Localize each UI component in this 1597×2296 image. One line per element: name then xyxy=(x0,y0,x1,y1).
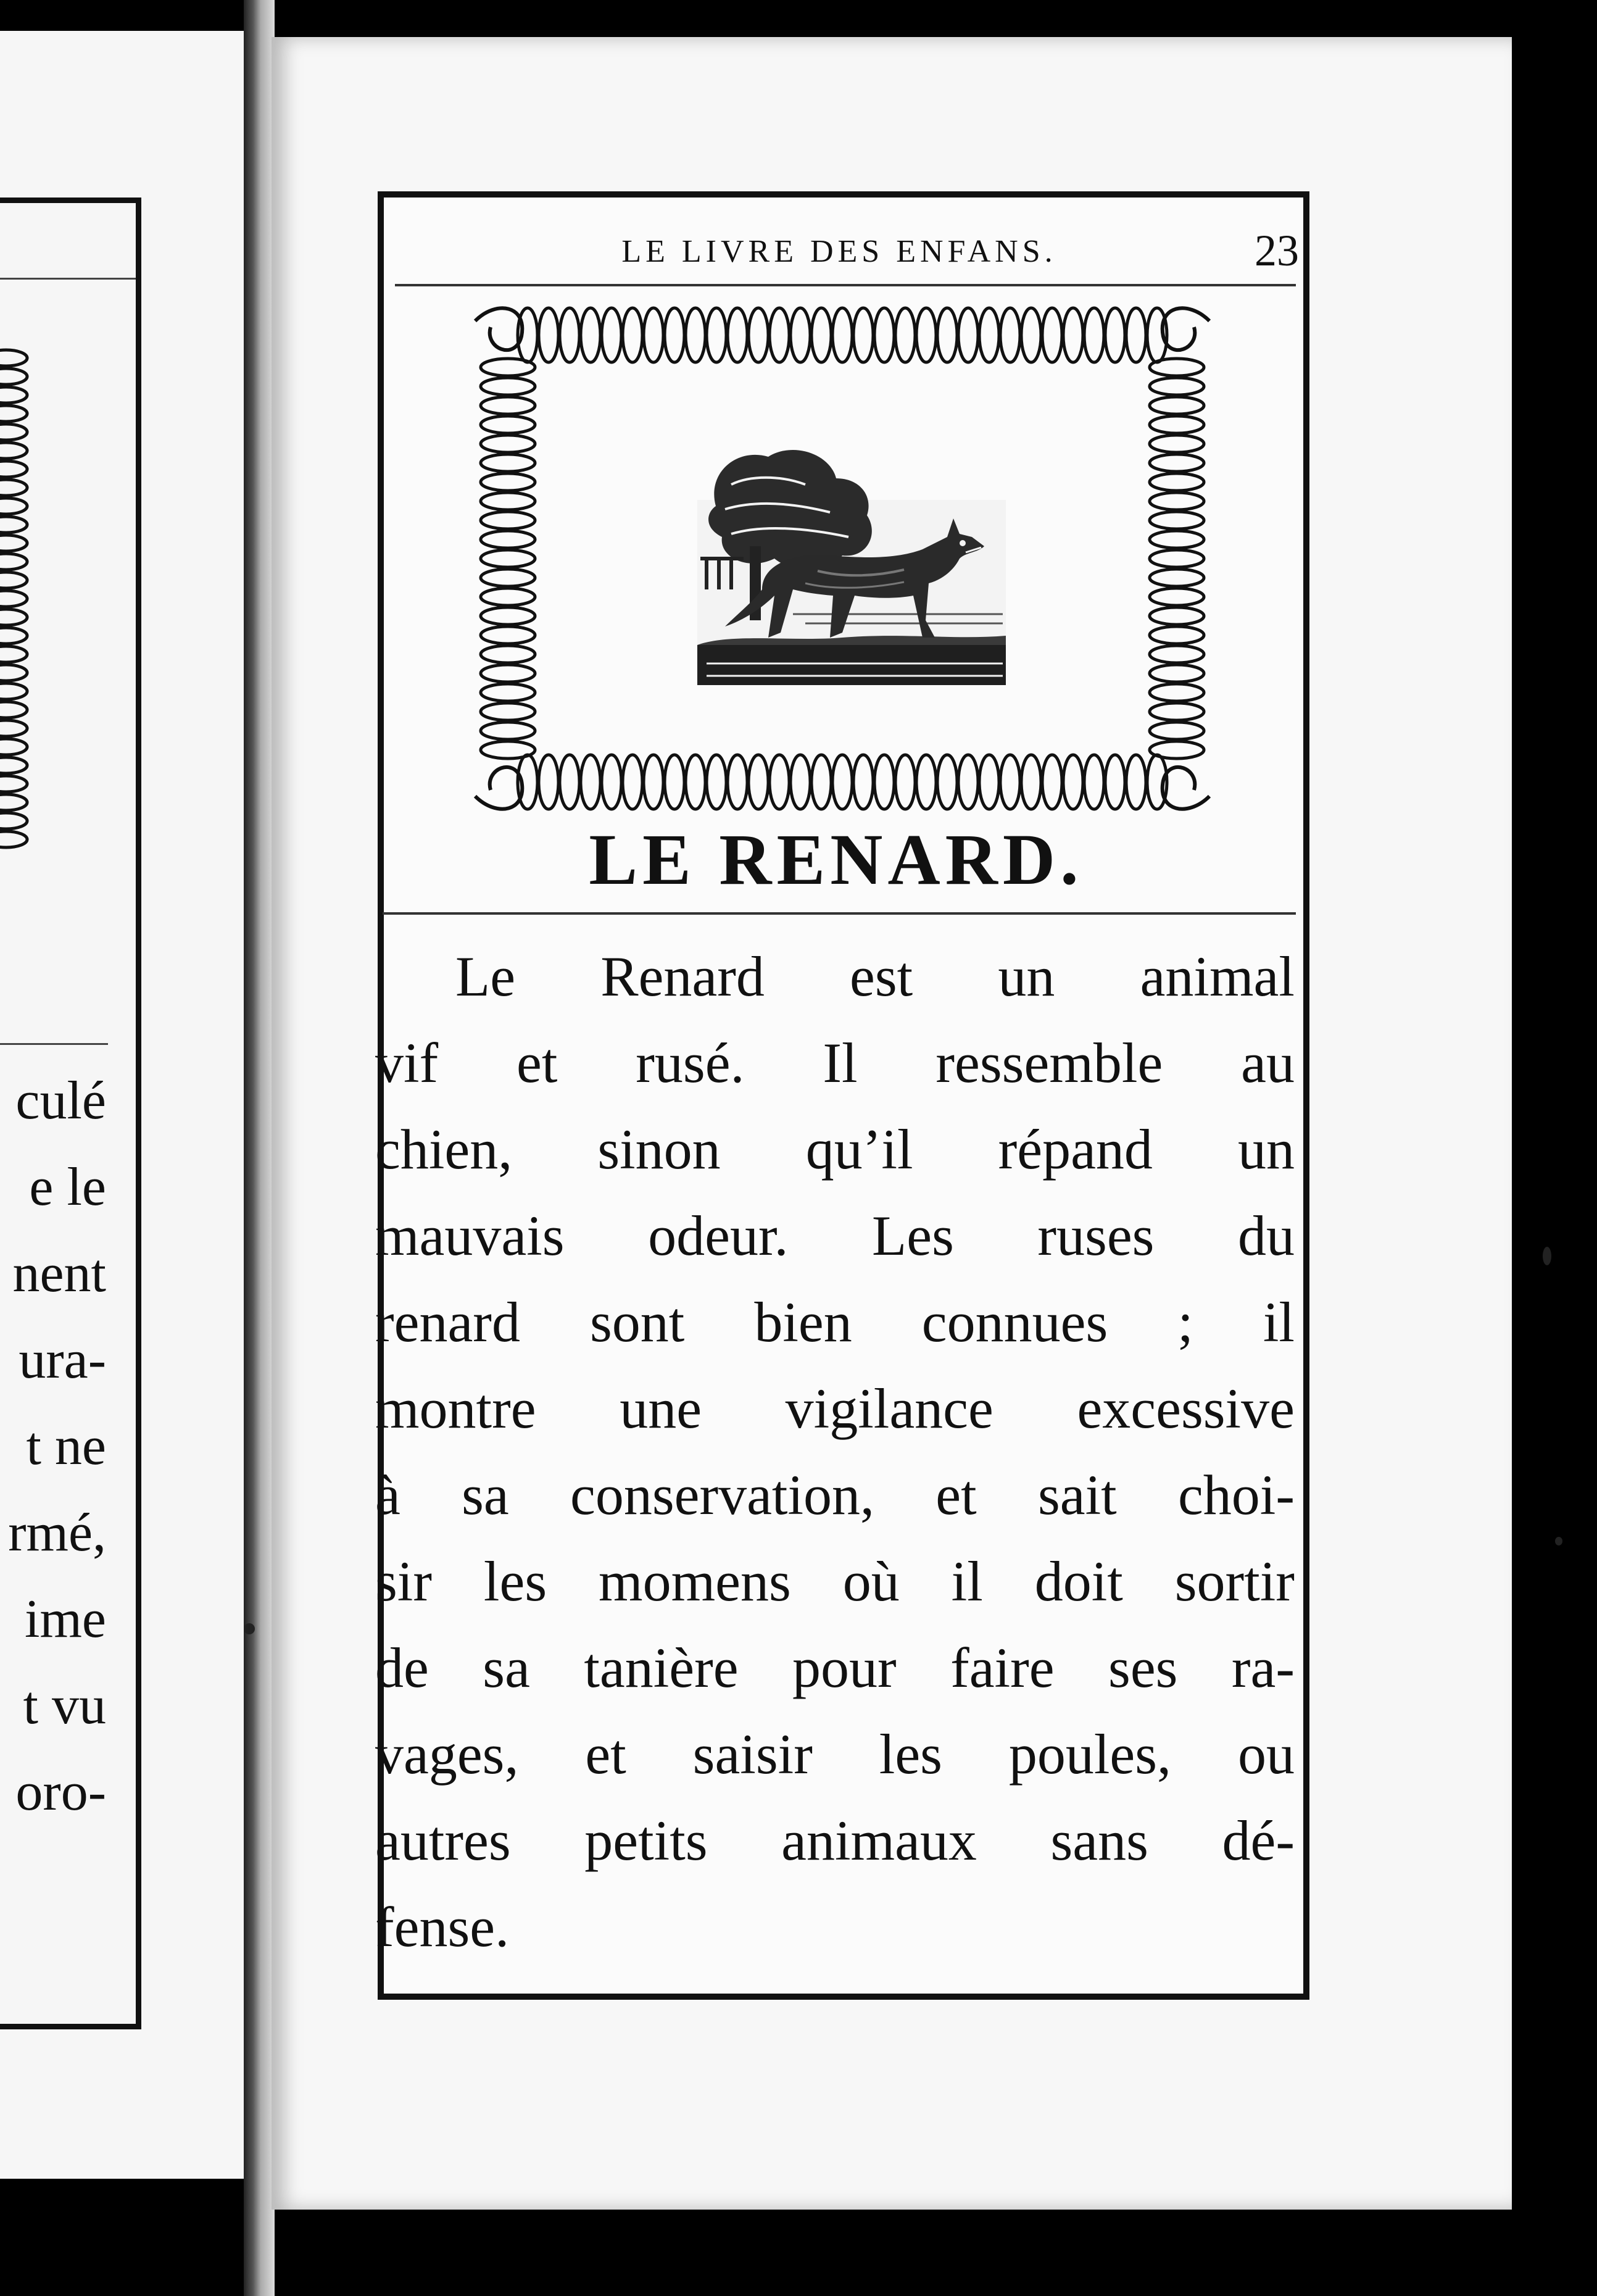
fox-icon xyxy=(697,450,1006,685)
text-word: bien xyxy=(754,1291,852,1354)
text-word: il xyxy=(951,1550,983,1613)
text-word: et xyxy=(585,1723,626,1786)
running-head: LE LIVRE DES ENFANS. xyxy=(621,234,1057,269)
body-text xyxy=(375,933,1295,1958)
previous-page xyxy=(0,31,244,2179)
text-word: les xyxy=(879,1723,942,1786)
text-line xyxy=(375,1797,1295,1884)
text-line xyxy=(375,1106,1295,1192)
text-line xyxy=(375,1279,1295,1365)
text-word: ressemble xyxy=(935,1031,1163,1094)
text-word: odeur. xyxy=(648,1204,789,1267)
text-word: il xyxy=(1263,1291,1295,1354)
text-word: de xyxy=(375,1636,429,1699)
text-word: un xyxy=(998,945,1055,1008)
text-word: pour xyxy=(792,1636,897,1699)
text-word: ra- xyxy=(1231,1636,1295,1699)
text-line xyxy=(375,1020,1295,1106)
text-word: connues xyxy=(921,1291,1108,1354)
text-word: dé- xyxy=(1222,1809,1295,1872)
text-word: doit xyxy=(1034,1550,1123,1613)
book-gutter xyxy=(244,0,275,2296)
fox-woodcut-illustration xyxy=(472,299,1213,818)
previous-page-line: t ne xyxy=(26,1416,106,1476)
previous-page-line: ime xyxy=(25,1589,106,1649)
text-word: autres xyxy=(375,1809,511,1872)
text-line xyxy=(375,1711,1295,1797)
text-word: animaux xyxy=(781,1809,977,1872)
previous-page-line: t vu xyxy=(23,1676,106,1736)
previous-page-line: rmé, xyxy=(8,1503,106,1563)
text-word: momens xyxy=(599,1550,791,1613)
text-word: où xyxy=(842,1550,900,1613)
text-word: Il xyxy=(823,1031,858,1094)
text-word: tanière xyxy=(584,1636,739,1699)
text-word: ou xyxy=(1237,1723,1295,1786)
scan-speck xyxy=(1543,1247,1551,1265)
text-line xyxy=(375,1884,1295,1970)
text-word: conservation, xyxy=(570,1463,875,1526)
title-rule xyxy=(383,912,1296,915)
text-word: un xyxy=(1238,1118,1295,1181)
text-word: ses xyxy=(1108,1636,1178,1699)
scan-speck xyxy=(1555,1537,1562,1545)
text-word: ; xyxy=(1177,1291,1193,1354)
text-line xyxy=(375,933,1295,1020)
previous-page-title-rule xyxy=(0,1043,108,1045)
text-word: sortir xyxy=(1174,1550,1295,1613)
text-word: vages, xyxy=(375,1723,519,1786)
text-word: répand xyxy=(998,1118,1153,1181)
text-line xyxy=(375,1192,1295,1279)
text-word: sait xyxy=(1037,1463,1117,1526)
text-line xyxy=(375,1452,1295,1538)
text-line xyxy=(375,1624,1295,1711)
text-word: qu’il xyxy=(805,1118,913,1181)
previous-page-loop-ornament xyxy=(0,346,31,852)
text-word: vif xyxy=(375,1031,439,1094)
text-word: chien, xyxy=(375,1118,513,1181)
text-line xyxy=(375,1538,1295,1624)
text-word: fense. xyxy=(375,1895,510,1958)
text-word: les xyxy=(483,1550,547,1613)
page-number: 23 xyxy=(1255,226,1299,275)
text-word: saisir xyxy=(692,1723,813,1786)
text-word: Les xyxy=(872,1204,954,1267)
text-word: sir xyxy=(375,1550,432,1613)
text-word: est xyxy=(850,945,913,1008)
text-word: rusé. xyxy=(636,1031,745,1094)
text-word: vigilance xyxy=(785,1377,993,1440)
text-word: du xyxy=(1237,1204,1295,1267)
text-word: sans xyxy=(1050,1809,1148,1872)
text-line xyxy=(375,1365,1295,1452)
page-title: LE RENARD. xyxy=(589,819,1084,900)
text-word: poules, xyxy=(1008,1723,1172,1786)
text-word: renard xyxy=(375,1291,520,1354)
text-word: et xyxy=(516,1031,558,1094)
previous-page-line: oro- xyxy=(15,1762,106,1822)
text-word: à xyxy=(375,1463,400,1526)
text-word: animal xyxy=(1140,945,1295,1008)
text-word: sa xyxy=(483,1636,530,1699)
text-word: excessive xyxy=(1077,1377,1295,1440)
scan-speck xyxy=(244,1623,255,1634)
text-word: ruses xyxy=(1037,1204,1155,1267)
text-word: au xyxy=(1241,1031,1295,1094)
text-word: faire xyxy=(950,1636,1055,1699)
previous-page-line: nent xyxy=(12,1244,106,1304)
text-word: mauvais xyxy=(375,1204,565,1267)
text-word: une xyxy=(620,1377,702,1440)
text-word: petits xyxy=(584,1809,708,1872)
previous-page-text xyxy=(0,1074,111,1876)
previous-page-line: culé xyxy=(15,1074,106,1131)
text-word: et xyxy=(935,1463,977,1526)
previous-page-line: ura- xyxy=(19,1330,106,1390)
text-word: choi- xyxy=(1177,1463,1295,1526)
text-word: sont xyxy=(589,1291,685,1354)
text-word: sa xyxy=(462,1463,509,1526)
text-word: Le xyxy=(455,945,516,1008)
text-word: montre xyxy=(375,1377,536,1440)
text-word: sinon xyxy=(597,1118,721,1181)
head-rule xyxy=(395,284,1296,286)
text-word: Renard xyxy=(600,945,765,1008)
previous-page-line: e le xyxy=(29,1157,106,1217)
